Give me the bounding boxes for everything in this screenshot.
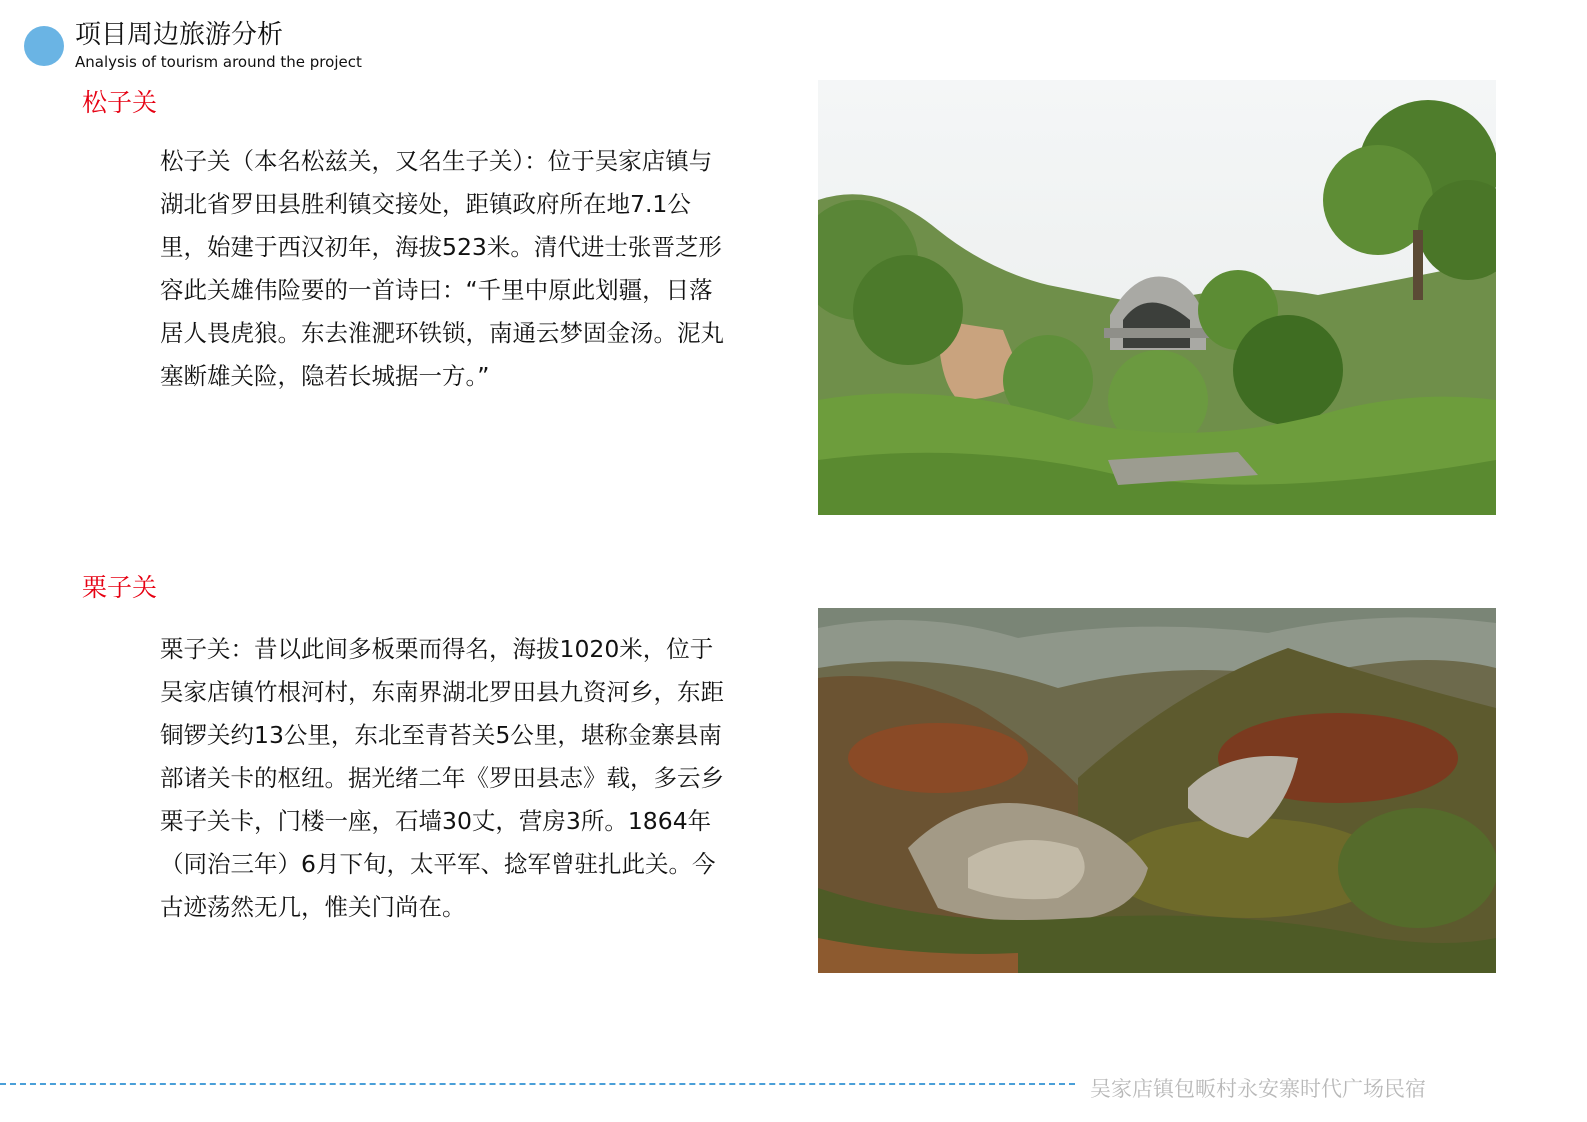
page-subtitle: Analysis of tourism around the project <box>75 53 362 71</box>
page-title: 项目周边旅游分析 <box>75 20 284 50</box>
footer-divider <box>0 1083 1075 1085</box>
section-title-liziguan: 栗子关 <box>82 573 158 602</box>
footer-project-name: 吴家店镇包畈村永安寨时代广场民宿 <box>1090 1077 1426 1101</box>
section-body-songziguan: 松子关（本名松兹关，又名生子关）：位于吴家店镇与湖北省罗田县胜利镇交接处，距镇政府所在地7.1公里，始建于西汉初年，海拔523米。清代进士张晋芝形容此关雄伟险要的一首诗曰：“千里中原此划疆，日落居人畏虎狼。东去淮淝环铁锁，南通云梦固金汤。泥丸塞断雄关险，隐若长城据一方。” <box>160 147 724 390</box>
section-body-liziguan: 栗子关：昔以此间多板栗而得名，海拔1020米，位于吴家店镇竹根河村，东南界湖北罗田县九资河乡，东距铜锣关约13公里，东北至青苔关5公里，堪称金寨县南部诸关卡的枢纽。据光绪二年《罗田县志》载，多云乡栗子关卡，门楼一座，石墙30丈，营房3所。1864年（同治三年）6月下旬，太平军、捻军曾驻扎此关。今古迹荡然无几，惟关门尚在。 <box>160 635 724 921</box>
photo-songziguan-pass <box>818 80 1496 515</box>
section-title-songziguan: 松子关 <box>82 88 158 117</box>
header-bullet-dot <box>24 26 64 66</box>
photo-liziguan-mountains <box>818 608 1496 973</box>
